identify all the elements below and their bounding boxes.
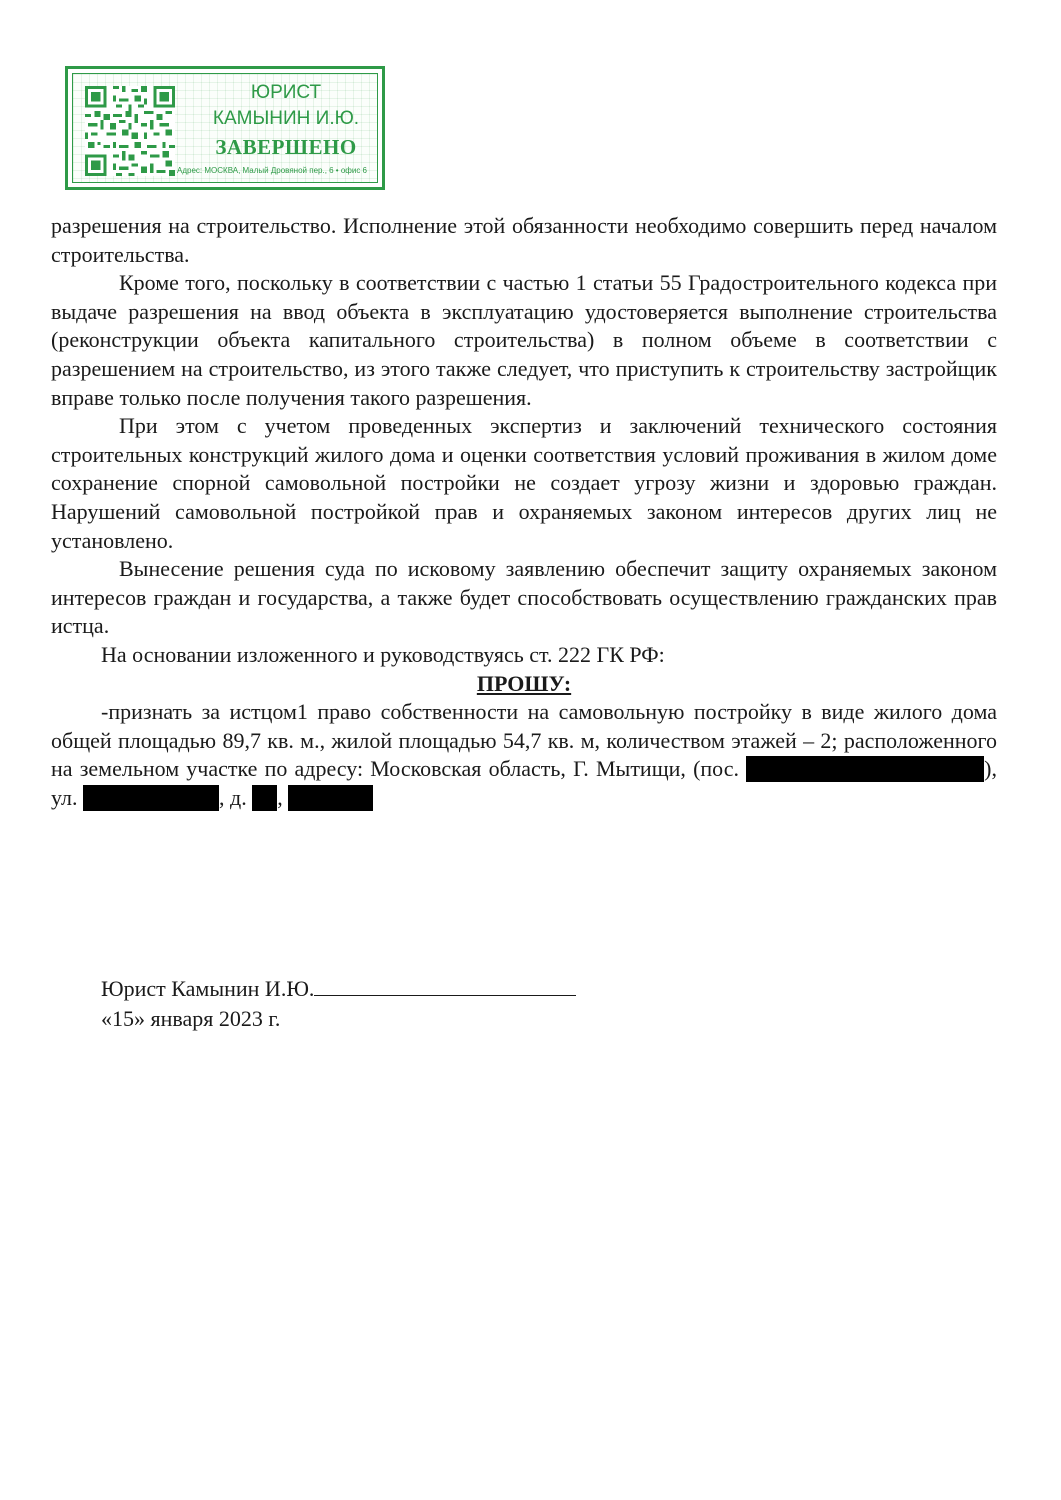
stamp-background <box>72 73 378 183</box>
request-comma: , <box>277 784 283 810</box>
paragraph-5: На основании изложенного и руководствуясь ст. 222 ГК РФ: <box>101 641 665 667</box>
paragraph-3: При этом с учетом проведенных экспертиз и заключений технического состояния строительных конструкций жилого дома и оценки соответствия условий проживания в жилом доме сохранение спорной самовольной постройки не создает угрозу жизни и здоровью граждан. Нарушений самовольной постройкой прав и охраняемых законом интересов других лиц не установлено. <box>51 413 997 553</box>
signature-block <box>101 973 576 1034</box>
redaction-block <box>252 785 277 811</box>
signature-date: «15» января 2023 г. <box>101 1006 281 1031</box>
request-text: -признать за истцом1 право собственности на самовольную постройку в виде жилого дома общей площадью 89,7 кв. м., жилой площадью 54,7 кв. м, количеством этажей – 2; расположенного на земельном участке по адресу: Московская область, Г. Мытищи, (пос. <box>51 699 997 782</box>
stamp-title-line2: КАМЫНИН И.Ю. <box>212 108 360 129</box>
paragraph-1: разрешения на строительство. Исполнение этой обязанности необходимо совершить перед началом строительства. <box>51 213 997 267</box>
signature-line <box>314 973 576 996</box>
stamp-status: ЗАВЕРШЕНО <box>215 135 357 159</box>
stamp-address: Адрес: МОСКВА, Малый Дровяной пер., 6 • офис 6 <box>177 166 367 175</box>
lawyer-stamp <box>65 66 385 190</box>
redaction-block <box>288 785 373 811</box>
paragraph-4: Вынесение решения суда по исковому заявлению обеспечит защиту охраняемых законом интересов граждан и государства, а также будет способствовать осуществлению гражданских прав истца. <box>51 556 997 639</box>
paragraph-2: Кроме того, поскольку в соответствии с частью 1 статьи 55 Градостроительного кодекса при выдаче разрешения на ввод объекта в эксплуатацию удостоверяется выполнение строительства (реконструкции объекта капитального строительства) в полном объеме в соответствии с разрешением на строительство, из этого также следует, что приступить к строительству застройщик вправе только после получения такого разрешения. <box>51 270 997 410</box>
request-house-label: , д. <box>219 784 247 810</box>
redaction-block <box>83 785 219 811</box>
document-body <box>51 212 997 812</box>
request-street-label: ), ул. <box>51 756 997 810</box>
qr-code-icon <box>85 86 175 176</box>
redaction-block <box>746 756 984 782</box>
stamp-title-line1: ЮРИСТ <box>250 82 322 103</box>
request-heading: ПРОШУ: <box>476 670 572 696</box>
signature-row <box>101 973 576 1004</box>
signature-label: Юрист Камынин И.Ю. <box>101 976 315 1001</box>
request-paragraph <box>51 698 997 812</box>
